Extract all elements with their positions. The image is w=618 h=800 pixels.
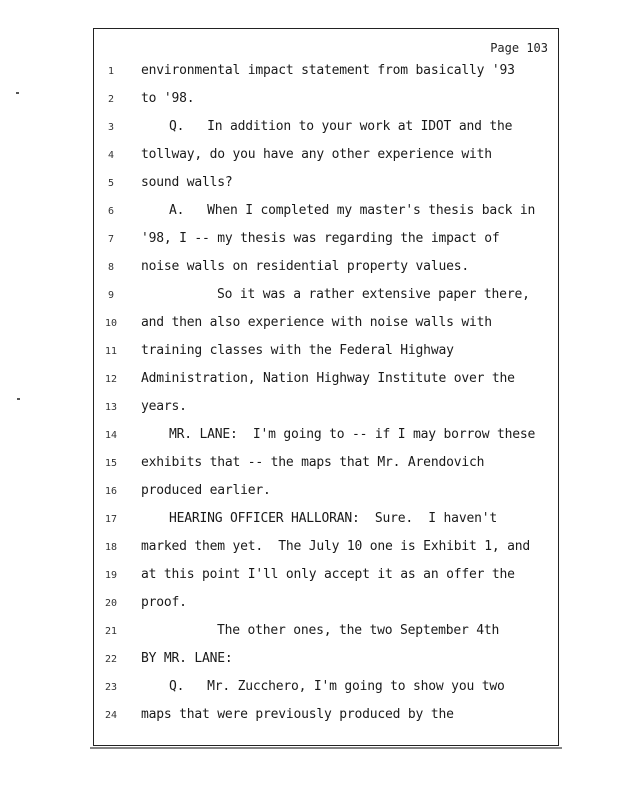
line-text: to '98. [141, 91, 195, 106]
line-text: tollway, do you have any other experience with [141, 147, 492, 162]
line-number: 1 [107, 66, 115, 77]
transcript-line [94, 259, 560, 279]
transcript-line [94, 147, 560, 167]
line-number: 23 [104, 682, 118, 693]
bottom-rule [90, 747, 562, 749]
line-number: 24 [104, 710, 118, 721]
line-number: 21 [104, 626, 118, 637]
transcript-line [94, 623, 560, 643]
line-text: The other ones, the two September 4th [217, 623, 500, 638]
line-number: 5 [107, 178, 115, 189]
line-number: 15 [104, 458, 118, 469]
line-text: at this point I'll only accept it as an offer the [141, 567, 515, 582]
page-number: Page 103 [490, 41, 548, 55]
line-text: Q. Mr. Zucchero, I'm going to show you two [169, 679, 505, 694]
line-number: 16 [104, 486, 118, 497]
line-number: 4 [107, 150, 115, 161]
transcript-line [94, 679, 560, 699]
line-text: training classes with the Federal Highway [141, 343, 454, 358]
line-text: MR. LANE: I'm going to -- if I may borrow these [169, 427, 536, 442]
line-number: 6 [107, 206, 115, 217]
line-number: 22 [104, 654, 118, 665]
transcript-line [94, 119, 560, 139]
line-text: Administration, Nation Highway Institute over the [141, 371, 515, 386]
line-text: A. When I completed my master's thesis back in [169, 203, 536, 218]
line-text: exhibits that -- the maps that Mr. Arendovich [141, 455, 485, 470]
transcript-line [94, 567, 560, 587]
line-text: noise walls on residential property values. [141, 259, 469, 274]
line-text: '98, I -- my thesis was regarding the impact of [141, 231, 500, 246]
line-text: So it was a rather extensive paper there, [217, 287, 530, 302]
transcript-line [94, 455, 560, 475]
line-text: years. [141, 399, 187, 414]
line-number: 17 [104, 514, 118, 525]
transcript-page [93, 28, 559, 746]
line-text: BY MR. LANE: [141, 651, 233, 666]
transcript-line [94, 287, 560, 307]
line-text: environmental impact statement from basically '93 [141, 63, 515, 78]
line-number: 13 [104, 402, 118, 413]
transcript-line [94, 315, 560, 335]
transcript-line [94, 427, 560, 447]
line-text: proof. [141, 595, 187, 610]
transcript-line [94, 63, 560, 83]
transcript-line [94, 371, 560, 391]
line-number: 2 [107, 94, 115, 105]
transcript-line [94, 707, 560, 727]
transcript-line [94, 511, 560, 531]
line-text: sound walls? [141, 175, 233, 190]
transcript-line [94, 483, 560, 503]
transcript-line [94, 595, 560, 615]
transcript-line [94, 399, 560, 419]
line-number: 18 [104, 542, 118, 553]
line-text: Q. In addition to your work at IDOT and the [169, 119, 513, 134]
transcript-line [94, 175, 560, 195]
line-number: 9 [107, 290, 115, 301]
line-number: 20 [104, 598, 118, 609]
line-text: maps that were previously produced by the [141, 707, 454, 722]
transcript-line [94, 231, 560, 251]
line-number: 8 [107, 262, 115, 273]
transcript-line [94, 203, 560, 223]
line-number: 11 [104, 346, 118, 357]
line-text: marked them yet. The July 10 one is Exhibit 1, and [141, 539, 530, 554]
line-text: and then also experience with noise walls with [141, 315, 492, 330]
line-number: 14 [104, 430, 118, 441]
line-number: 19 [104, 570, 118, 581]
line-number: 10 [104, 318, 118, 329]
transcript-line [94, 651, 560, 671]
line-number: 7 [107, 234, 115, 245]
transcript-line [94, 343, 560, 363]
transcript-line [94, 539, 560, 559]
line-text: produced earlier. [141, 483, 271, 498]
line-text: HEARING OFFICER HALLORAN: Sure. I haven't [169, 511, 497, 526]
line-number: 12 [104, 374, 118, 385]
transcript-line [94, 91, 560, 111]
line-number: 3 [107, 122, 115, 133]
